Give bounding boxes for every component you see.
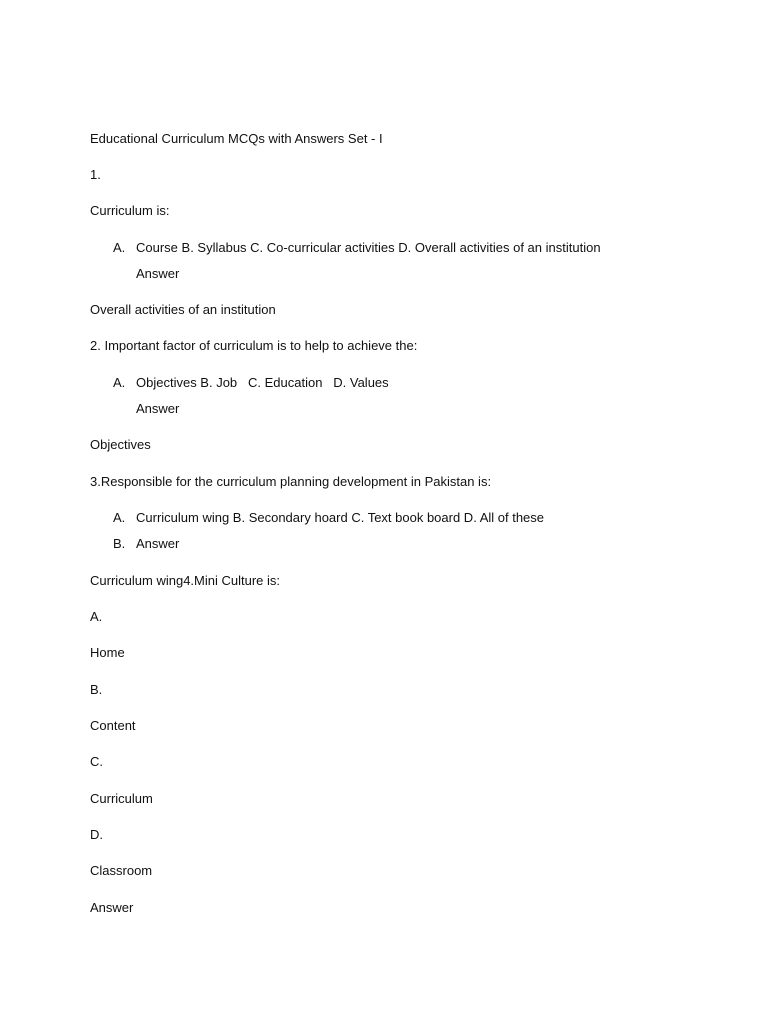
question-1-number: 1.: [90, 167, 101, 182]
question-4-option-a: Home: [90, 645, 125, 660]
options-text: Course B. Syllabus C. Co-curricular activities D. Overall activities of an institution: [136, 240, 601, 255]
question-3-answer-and-question-4: Curriculum wing4.Mini Culture is:: [90, 573, 280, 588]
question-4-option-c: Curriculum: [90, 791, 153, 806]
options-text: Curriculum wing B. Secondary hoard C. Text book board D. All of these: [136, 510, 545, 525]
question-4-answer-label: Answer: [90, 900, 134, 915]
document-title: Educational Curriculum MCQs with Answers Set - I: [90, 131, 383, 146]
option-marker: B.: [113, 536, 126, 551]
question-2-answer: Objectives: [90, 437, 151, 452]
question-4-option-b: Content: [90, 718, 136, 733]
question-2-text: 2. Important factor of curriculum is to help to achieve the:: [90, 338, 418, 353]
option-marker: A.: [113, 240, 126, 255]
question-2-answer-label: Answer: [136, 401, 180, 416]
question-1-text: Curriculum is:: [90, 203, 170, 218]
question-2-options: [113, 375, 389, 391]
options-text: Objectives B. Job C. Education D. Values: [136, 375, 389, 390]
option-marker: A.: [113, 375, 126, 390]
question-4-option-d: Classroom: [90, 863, 153, 878]
question-1-answer-label: Answer: [136, 266, 180, 281]
question-3-text: 3.Responsible for the curriculum planning development in Pakistan is:: [90, 474, 492, 489]
question-1-answer: Overall activities of an institution: [90, 302, 276, 317]
question-4-marker-d: D.: [90, 827, 103, 842]
answer-label: Answer: [136, 536, 180, 551]
option-marker: A.: [113, 510, 126, 525]
question-4-marker-a: A.: [90, 609, 103, 624]
question-4-marker-b: B.: [90, 682, 103, 697]
question-3-options: [113, 510, 544, 526]
question-3-answer-row: [113, 536, 179, 552]
question-4-marker-c: C.: [90, 754, 103, 769]
question-1-options: [113, 240, 601, 256]
